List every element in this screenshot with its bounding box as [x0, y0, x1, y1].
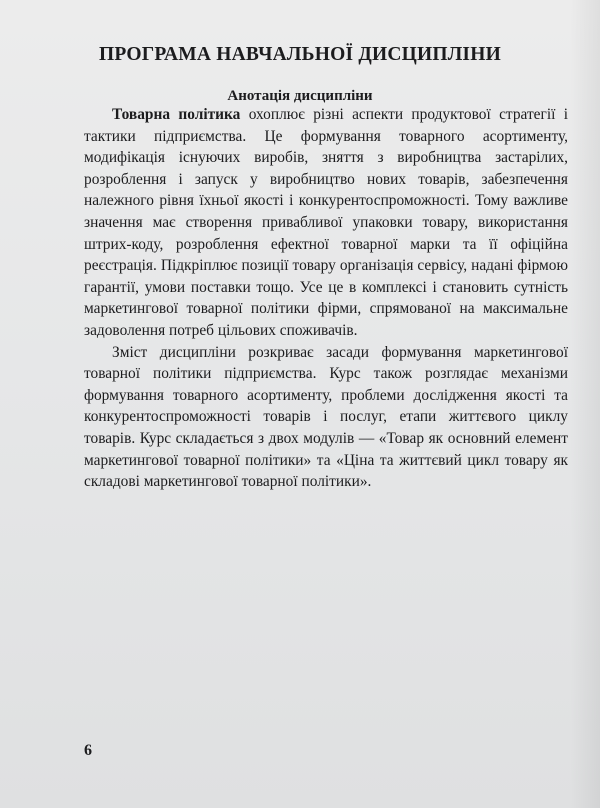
- paragraph-1-text: охоплює різні аспекти продуктової стратегії і тактики підприємства. Це формування товарного асортименту, модифікація існуючих виробів, зняття з виробництва застарілих, розроблення і запуск у виробництво нових товарів, забезпечення належного рівня їхньої якості і конкурентоспроможності. Тому важливе значення має створення привабливої упаковки товару, використання штрих-коду, розроблення ефектної товарної марки та її офіційна реєстрація. Підкріплює позиції товару організація сервісу, надані фірмою гарантії, умови поставки тощо. Усе це в комплексі і становить сутність маркетингової товарної політики фірми, спрямованої на максимальне задоволення потреб цільових споживачів.: [84, 106, 568, 339]
- paragraph-2: [84, 342, 568, 493]
- annotation-body: [84, 104, 568, 493]
- paragraph-2-text: Зміст дисципліни розкриває засади формування маркетингової товарної політики підприємства. Курс також розглядає механізми формування товарного асортименту, проблеми дослідження якості та конкурентоспроможності товарів і послуг, етапи життєвого циклу товарів. Курс складається з двох модулів — «Товар як основний елемент маркетингової товарної політики» та «Ціна та життєвий цикл товару як складові маркетингової товарної політики».: [84, 343, 568, 491]
- paragraph-1: [84, 104, 568, 342]
- page-number: 6: [84, 742, 92, 759]
- paragraph-1-lead: Товарна політика: [112, 106, 241, 123]
- page-title: ПРОГРАМА НАВЧАЛЬНОЇ ДИСЦИПЛІНИ: [99, 44, 501, 65]
- section-subtitle: Анотація дисципліни: [227, 88, 373, 104]
